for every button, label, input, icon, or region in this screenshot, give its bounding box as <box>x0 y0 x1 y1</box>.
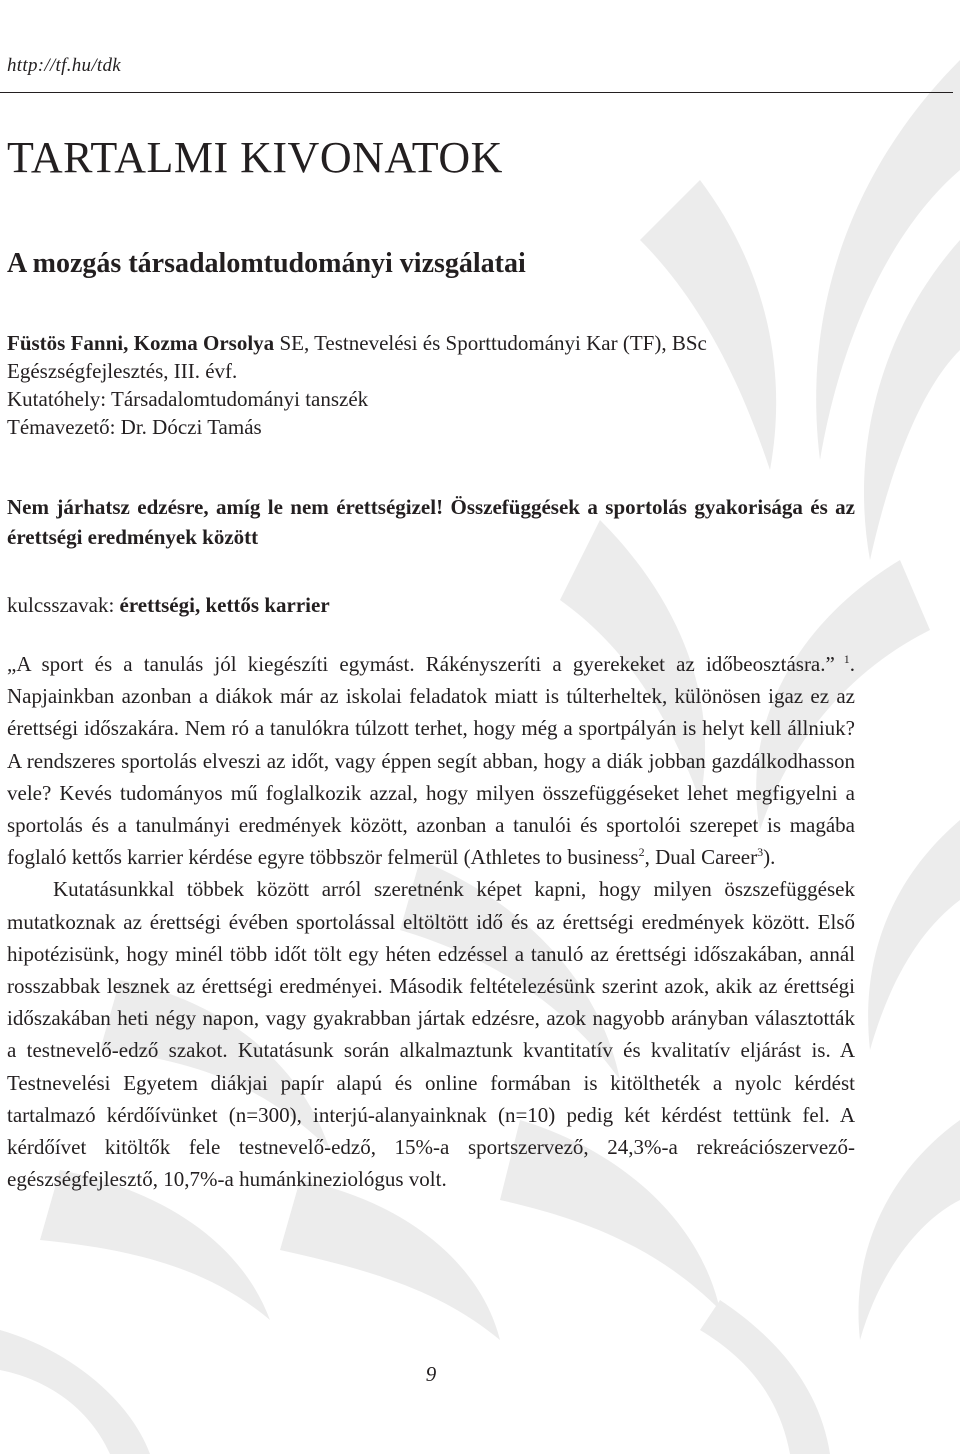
research-site: Kutatóhely: Társadalomtudományi tanszék <box>7 387 369 411</box>
abstract-paragraph-1 <box>7 648 855 873</box>
footnote-ref-3: 3 <box>757 845 764 860</box>
paper-title: Nem járhatsz edzésre, amíg le nem érettségizel! Összefüggések a sportolás gyakorisága és az érettségi eredmények között <box>7 495 855 549</box>
header-rule <box>0 92 953 93</box>
paragraph-1-part-4: ). <box>763 845 776 870</box>
page-number: 9 <box>425 1362 437 1386</box>
footnote-ref-1: 1 <box>834 652 850 666</box>
footnote-ref-2: 2 <box>638 845 645 860</box>
keywords-label: kulcsszavak: <box>7 593 120 617</box>
paragraph-1-part-2: . Napjainkban azonban a diákok már az iskolai feladatok miatt is túlterheltek, különösen igaz ez az érettségi időszakára. Nem ró a tanulókra túlzott terhet, hogy még a sportpályán is helyt kell állniuk? A rendszeres sportolás elveszi az időt, vagy éppen segít abban, hogy a diák jobban gazdálkodhasson vele? Kevés tudományos mű foglalkozik azzal, hogy milyen összefüggéseket lehet megfigyelni a sportolás és a tanulmányi eredmények között, azonban a tanulói és sportolói szerepet is magába foglaló kettős karrier kérdése egyre többször felmerül (Athletes to business <box>7 652 855 870</box>
main-title: TARTALMI KIVONATOK <box>7 133 503 182</box>
author-line <box>7 329 855 385</box>
section-title: A mozgás társadalomtudományi vizsgálatai <box>7 248 526 279</box>
author-affiliation: SE, Testnevelési és Sporttudományi Kar (TF), BSc Egészségfejlesztés, III. évf. <box>7 331 707 383</box>
keywords-line <box>7 590 330 620</box>
author-block <box>7 329 855 441</box>
abstract-body <box>7 648 855 1195</box>
author-names: Füstös Fanni, Kozma Orsolya <box>7 331 275 355</box>
paragraph-1-part-3: , Dual Career <box>644 845 758 870</box>
keywords-values: érettségi, kettős karrier <box>119 593 330 617</box>
abstract-paragraph-2: Kutatásunkkal többek között arról szeretnénk képet kapni, hogy milyen öszszefüggések mutatkoznak az érettségi évében sportolással eltöltött idő és az érettségi eredmények között. Első hipotézisünk, hogy minél több időt tölt egy héten edzéssel a tanuló az érettségi időszakában, annál rosszabbak lesznek az érettségi eredményei. Második feltételezésünk szerint azok, akik az érettségi időszakában heti négy napon, vagy gyakrabban jártak edzésre, azok nagyobb arányban választották a testnevelő-edző szakot. Kutatásunk során alkalmaztunk kvantitatív és kvalitatív eljárást is. A Testnevelési Egyetem diákjai papír alapú és online formában is kitöltheték a nyolc kérdést tartalmazó kérdőívünket (n=300), interjú-alanyainknak (n=10) pedig két kérdést tettünk fel. A kérdőívet kitöltők fele testnevelő-edző, 15%-a sportszervező, 24,3%-a rekreációszervező-egészségfejlesztő, 10,7%-a humánkineziológus volt. <box>7 877 855 1192</box>
supervisor: Témavezető: Dr. Dóczi Tamás <box>7 415 262 439</box>
header-url[interactable]: http://tf.hu/tdk <box>7 55 122 76</box>
paragraph-1-part-1: „A sport és a tanulás jól kiegészíti egymást. Rákényszeríti a gyerekeket az időbeosztásra.” <box>7 652 835 676</box>
